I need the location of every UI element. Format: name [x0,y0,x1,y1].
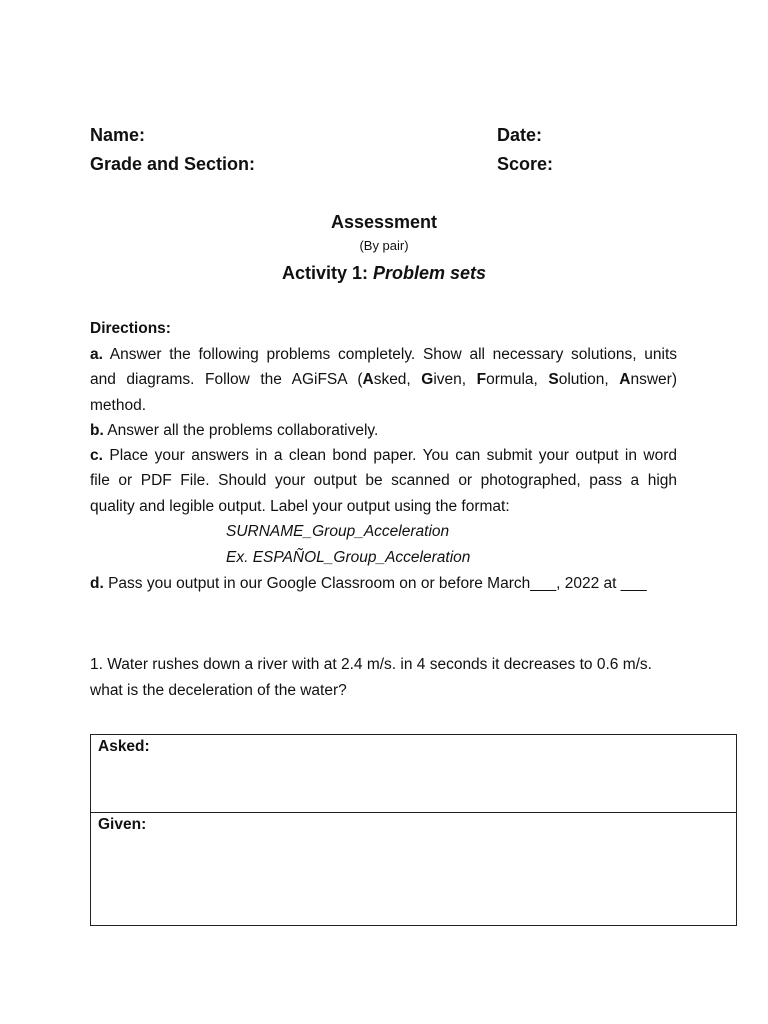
agifsa-word-formula: ormula, [486,371,549,388]
agifsa-word-solution: olution, [558,371,620,388]
score-label: Score: [497,154,554,174]
answer-table [90,734,737,926]
direction-c-marker: c. [90,447,103,464]
direction-a-line2 [90,370,677,390]
direction-a-text2: and diagrams. Follow the AGiFSA ( [90,371,363,388]
agifsa-letter-s: S [548,371,559,388]
direction-a-marker: a. [90,346,103,363]
page-title: Assessment [330,212,438,232]
direction-a-line1 [90,345,677,365]
given-cell[interactable] [91,813,736,925]
direction-d [90,574,677,594]
asked-label: Asked: [98,738,150,755]
asked-cell[interactable] [91,735,736,813]
direction-b [90,421,677,441]
label-format: SURNAME_Group_Acceleration [226,523,450,540]
agifsa-word-asked: sked, [373,371,422,388]
activity-name: Problem sets [372,263,487,283]
agifsa-word-given: iven, [433,371,477,388]
grade-section-label: Grade and Section: [90,154,256,174]
direction-c-line1 [90,446,677,466]
name-label: Name: [90,125,146,145]
agifsa-word-answer: nswer) [630,371,677,388]
agifsa-letter-a2: A [619,371,631,388]
direction-a-line3: method. [90,397,147,414]
direction-c-text1: Place your answers in a clean bond paper. You can submit your output in word [102,447,677,464]
direction-c-line3: quality and legible output. Label your output using the format: [90,498,510,515]
direction-a-text1: Answer the following problems completely. Show all necessary solutions, units [102,346,677,363]
direction-b-text: Answer all the problems collaboratively. [103,422,379,439]
direction-d-text: Pass you output in our Google Classroom on or before March___, 2022 at ___ [103,575,647,592]
problem-1-line1: 1. Water rushes down a river with at 2.4 m/s. in 4 seconds it decreases to 0.6 m/s. [90,656,652,673]
direction-c-line2: file or PDF File. Should your output be scanned or photographed, pass a high [90,472,677,489]
given-label: Given: [98,816,147,833]
label-format-example: Ex. ESPAÑOL_Group_Acceleration [226,549,471,566]
date-label: Date: [497,125,543,145]
agifsa-letter-g: G [421,371,434,388]
agifsa-letter-f: F [476,371,487,388]
activity-prefix: Activity 1: [281,263,373,283]
page-subtitle: (By pair) [359,238,409,253]
activity-title [0,262,768,284]
problem-1-line2: what is the deceleration of the water? [90,682,347,699]
direction-d-marker: d. [90,575,104,592]
agifsa-letter-a: A [362,371,374,388]
directions-heading: Directions: [90,320,171,337]
direction-b-marker: b. [90,422,104,439]
